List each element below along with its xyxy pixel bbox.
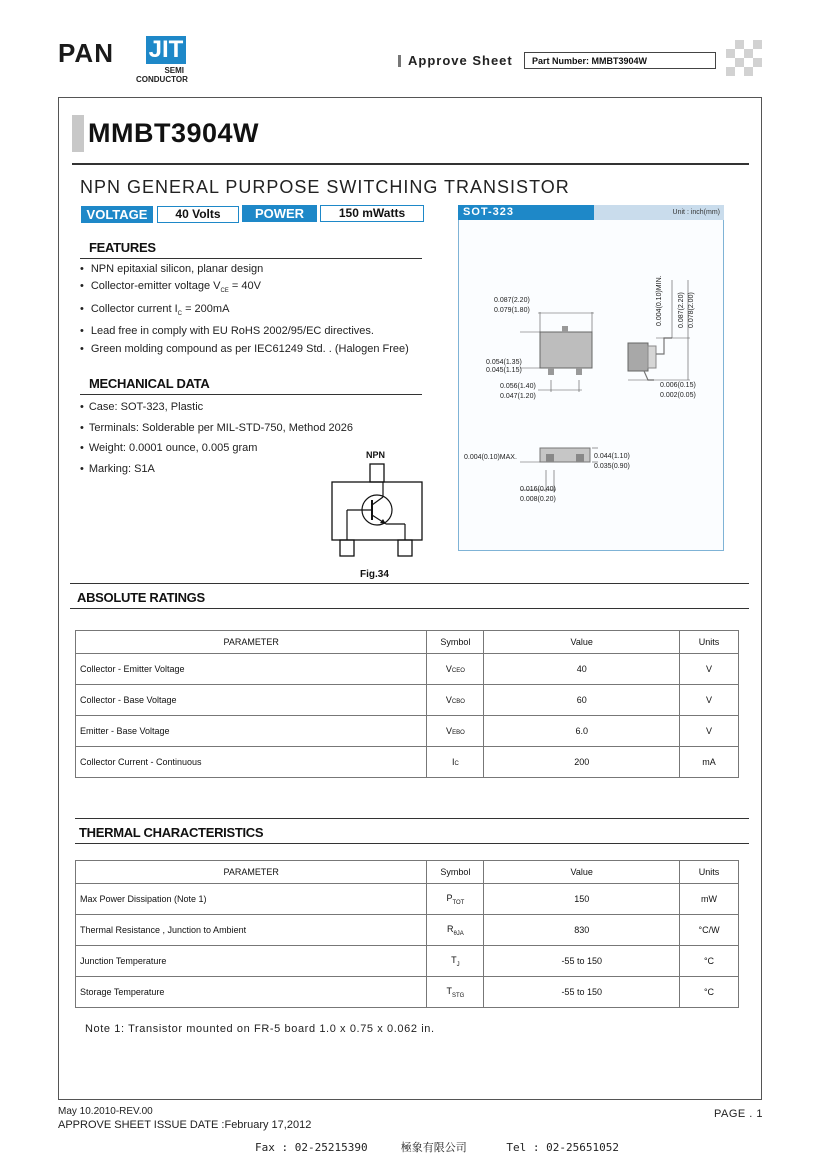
dim-label: 0.045(1.15): [486, 367, 522, 374]
unit-cell: V: [680, 716, 739, 747]
ratings-top-rule: [70, 583, 749, 584]
checker-decoration: [726, 40, 762, 76]
contact-line: Fax : 02-25215390 極象有限公司 Tel : 02-25651052: [255, 1141, 620, 1154]
title-accent: [72, 115, 84, 152]
table-row: [76, 716, 739, 747]
features-list: [80, 261, 450, 358]
table-row: [76, 884, 739, 915]
unit-cell: °C: [680, 946, 739, 977]
symbol-cell: VCEO: [427, 654, 484, 685]
value-cell: 6.0: [484, 716, 680, 747]
logo-sub-line-1: SEMI: [164, 66, 184, 75]
logo-accent-text: JIT: [146, 36, 186, 64]
power-value: 150 mWatts: [320, 205, 424, 222]
logo-main-text: PAN: [58, 38, 114, 68]
table-header-row: [76, 861, 739, 884]
approve-marker: [398, 55, 401, 67]
feature-item: • Green molding compound as per IEC61249 Std. . (Halogen Free): [80, 341, 450, 358]
col-header: Symbol: [427, 861, 484, 884]
col-header: Units: [680, 631, 739, 654]
npn-symbol-diagram: [330, 462, 424, 558]
param-cell: Collector - Base Voltage: [76, 685, 427, 716]
symbol-cell: IC: [427, 747, 484, 778]
value-cell: 200: [484, 747, 680, 778]
features-rule: [80, 258, 422, 259]
symbol-cell: VEBO: [427, 716, 484, 747]
dim-label: 0.008(0.20): [520, 496, 556, 503]
col-header: PARAMETER: [76, 631, 427, 654]
col-header: Value: [484, 861, 680, 884]
npn-label: NPN: [366, 450, 386, 460]
table-row: [76, 946, 739, 977]
thermal-bottom-rule: [75, 843, 749, 844]
symbol-cell: VCBO: [427, 685, 484, 716]
dim-label: 0.002(0.05): [660, 392, 696, 399]
unit-cell: V: [680, 685, 739, 716]
features-heading: FEATURES: [89, 240, 156, 255]
dim-label: 0.004(0.10)MAX.: [464, 454, 517, 461]
unit-cell: °C/W: [680, 915, 739, 946]
absolute-ratings-table: [75, 630, 739, 778]
param-cell: Max Power Dissipation (Note 1): [76, 884, 427, 915]
col-header: Symbol: [427, 631, 484, 654]
part-number-box: Part Number: MMBT3904W: [524, 52, 716, 69]
product-title: MMBT3904W: [88, 118, 260, 148]
dim-label: 0.056(1.40): [500, 383, 536, 390]
logo-sub-line-2: CONDUCTOR: [136, 75, 188, 84]
issue-date: APPROVE SHEET ISSUE DATE :February 17,2012: [58, 1119, 312, 1131]
thermal-table: [75, 860, 739, 1008]
param-cell: Thermal Resistance , Junction to Ambient: [76, 915, 427, 946]
footnote: Note 1: Transistor mounted on FR-5 board 1.0 x 0.75 x 0.062 in.: [85, 1023, 435, 1035]
unit-cell: °C: [680, 977, 739, 1008]
dim-label: 0.004(0.10)MIN.: [656, 275, 663, 326]
mechanical-item: • Case: SOT-323, Plastic: [80, 401, 450, 422]
symbol-cell: $T_J$: [427, 946, 484, 977]
dim-label: 0.016(0.40): [520, 486, 556, 493]
feature-item: • NPN epitaxial silicon, planar design: [80, 261, 450, 278]
table-row: [76, 685, 739, 716]
param-cell: Emitter - Base Voltage: [76, 716, 427, 747]
dim-label: 0.047(1.20): [500, 393, 536, 400]
table-row: [76, 915, 739, 946]
value-cell: 150: [484, 884, 680, 915]
param-cell: Collector - Emitter Voltage: [76, 654, 427, 685]
table-header-row: [76, 631, 739, 654]
table-row: [76, 977, 739, 1008]
dim-label: 0.035(0.90): [594, 463, 630, 470]
product-subtitle: NPN GENERAL PURPOSE SWITCHING TRANSISTOR: [80, 177, 570, 197]
unit-cell: mW: [680, 884, 739, 915]
mechanical-item: • Weight: 0.0001 ounce, 0.005 gram: [80, 442, 450, 463]
symbol-cell: $P_{TOT}$: [427, 884, 484, 915]
package-unit: Unit : inch(mm): [594, 205, 724, 220]
dim-label: 0.044(1.10): [594, 453, 630, 460]
param-cell: Collector Current - Continuous: [76, 747, 427, 778]
dim-label: 0.087(2.20): [678, 292, 685, 328]
figure-label: Fig.34: [360, 569, 389, 580]
unit-cell: V: [680, 654, 739, 685]
dim-label: 0.087(2.20): [494, 297, 530, 304]
symbol-cell: $T_{STG}$: [427, 977, 484, 1008]
mechanical-heading: MECHANICAL DATA: [89, 376, 210, 391]
value-cell: 40: [484, 654, 680, 685]
table-row: [76, 747, 739, 778]
logo-subtitle: [136, 66, 188, 84]
power-tag: POWER: [242, 205, 317, 222]
mechanical-item: • Marking: S1A: [80, 463, 450, 484]
title-rule: [72, 163, 749, 165]
symbol-cell: $R_{\theta JA}$: [427, 915, 484, 946]
col-header: PARAMETER: [76, 861, 427, 884]
value-cell: -55 to 150: [484, 946, 680, 977]
ratings-bottom-rule: [70, 608, 749, 609]
thermal-heading: THERMAL CHARACTERISTICS: [79, 825, 264, 840]
feature-item: • Lead free in comply with EU RoHS 2002/95/EC directives.: [80, 323, 450, 340]
company-logo: [58, 36, 188, 86]
dim-label: 0.054(1.35): [486, 359, 522, 366]
mechanical-item: • Terminals: Solderable per MIL-STD-750, Method 2026: [80, 422, 450, 443]
mechanical-rule: [80, 394, 422, 395]
col-header: Value: [484, 631, 680, 654]
table-row: [76, 654, 739, 685]
col-header: Units: [680, 861, 739, 884]
approve-sheet-label: Approve Sheet: [408, 53, 513, 68]
value-cell: 830: [484, 915, 680, 946]
revision-date: May 10.2010-REV.00: [58, 1106, 153, 1117]
feature-item: • Collector current $I_C = 200mA$: [80, 301, 450, 323]
feature-item: • Collector-emitter voltage $V_{CE} = 40V$: [80, 278, 450, 300]
dim-label: 0.079(1.80): [494, 307, 530, 314]
absolute-ratings-heading: ABSOLUTE RATINGS: [77, 590, 205, 605]
param-cell: Junction Temperature: [76, 946, 427, 977]
dim-label: 0.078(2.00): [688, 292, 695, 328]
voltage-value: 40 Volts: [157, 206, 239, 223]
value-cell: -55 to 150: [484, 977, 680, 1008]
dim-label: 0.006(0.15): [660, 382, 696, 389]
package-name: SOT-323: [458, 205, 594, 220]
param-cell: Storage Temperature: [76, 977, 427, 1008]
page-number: PAGE . 1: [714, 1108, 764, 1120]
value-cell: 60: [484, 685, 680, 716]
unit-cell: mA: [680, 747, 739, 778]
voltage-tag: VOLTAGE: [81, 206, 153, 223]
thermal-top-rule: [75, 818, 749, 819]
